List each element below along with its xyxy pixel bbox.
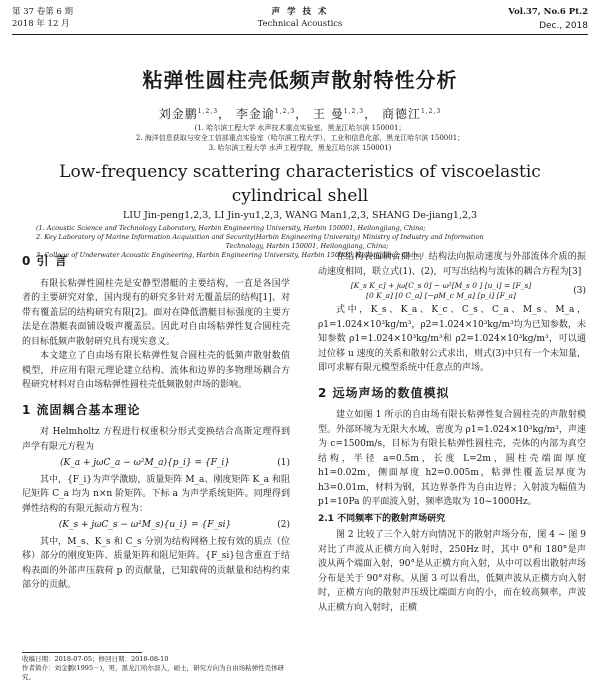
left-column (22, 250, 290, 593)
equation-body (318, 281, 564, 301)
date-cn: 2018 年 12 月 (12, 19, 70, 29)
received-date: 收稿日期：2018-07-05；修回日期：2018-08-10 (22, 655, 169, 663)
equation-number: (1) (277, 458, 290, 468)
title-en (0, 160, 600, 208)
author-cn: 李金谕 (235, 107, 275, 121)
footnote-rule (22, 652, 142, 653)
author-cn: 刘金鹏 (158, 107, 198, 121)
affiliation-cn: 3. 哈尔滨工程大学 水声工程学院，黑龙江哈尔滨 150001) (208, 144, 392, 152)
equation-number: (2) (277, 520, 290, 530)
header-rule (12, 34, 588, 35)
title-cn: 粘弹性圆柱壳低频声散射特性分析 (142, 68, 458, 92)
paragraph: 其中，M_s、K_s 和 C_s 分别为结构网格上按有效的质点（位移）部分的刚度矩阵、质量矩阵和阻尼矩阵。{F_si}包含重直于结构表面的外部声压载荷 p 的贡献量，已知载荷的贡献量和结构约束部分的贡献。 (22, 536, 290, 590)
affiliations-cn (0, 123, 600, 153)
affiliation-cn: 2. 海洋信息获取与安全工信部重点实验室（哈尔滨工程大学），工业和信息化部，黑龙江哈尔滨 150001； (135, 134, 465, 142)
footnote (22, 655, 290, 682)
section-0-title: 0 引 言 (22, 254, 68, 268)
author-cn: 王 曼 (313, 107, 344, 121)
authors-cn: 刘金鹏$^{1,2,3}$， 李金谕$^{1,2,3}$， 王 曼$^{1,2,3}$， 商德江$^{1,2,3}$ (158, 107, 442, 121)
affiliation-en: 2. Key Laboratory of Marine Information Acquisition and Security(Harbin Engineering University) Ministry of Industry and Information (36, 233, 484, 241)
equation-body: (K_s + jωC_s − ω²M_s){u_i} = {F_si} (58, 520, 232, 530)
title-en-line2: cylindrical shell (231, 186, 369, 206)
journal-en: Technical Acoustics (257, 19, 343, 29)
paragraph: 有限长粘弹性圆柱壳是安静型潜艇的主要结构，一直是各国学者的主要研究对象，国内现有的研究多针对无覆盖层的结构[1]、对带有覆盖层的结构研究有限[2]。面对在降低潜艇目标强度的主要方法是在潜艇表面铺设吸声覆盖层。因此对自由场粘弹性复合圆柱壳的目标低频声散射研究具有现实意义。 (22, 278, 290, 347)
affiliation-en: 3. College of Underwater Acoustic Engineering, Harbin Engineering University, Harbin 150001, Heilongjiang, China) (36, 251, 424, 259)
authors-en: LIU Jin-peng1,2,3, LI Jin-yu1,2,3, WANG Man1,2,3, SHANG De-jiang1,2,3 (122, 210, 478, 221)
running-header (0, 6, 600, 34)
author-info: 作者简介：刘金鹏(1995－)，男，黑龙江哈尔滨人，硕士，研究方向为自由场粘弹性壳体研究。 (22, 664, 285, 681)
section-1-title: 1 流固耦合基本理论 (22, 402, 141, 417)
paragraph: 建立如图 1 所示的自由场有限长粘弹性复合圆柱壳的声散射模型。外部环境为无限大水域，密度为 ρ1=1.024×10³kg/m³，声速为 c=1500m/s，目标为有限长粘弹性圆柱壳，壳体的内部为真空结构，半径 a=0.5m，长度 L=2m，圆柱壳端面厚度 h1=0.02m，侧面厚度 h2=0.005m，粘弹性覆盖层厚度为 h3=0.01m，材料为钢，其边界条件为自由边界；入射波为幅值为 p1=10Pa 的平面波入射，频率选取为 10~1000Hz。 (318, 410, 586, 507)
section-2-title: 2 远场声场的数值模拟 (318, 385, 450, 400)
paragraph: 式中，K_s、K_a、K_c、C_s、C_a、M_s、M_a，ρ1=1.024×10³kg/m³，ρ2=1.024×10³kg/m³均为已知参数，未知参数 ρ1=1.024×10³kg/m³和 ρ2=1.024×10³kg/m³，可以通过位移 u 速度的关系和散射公式求出，则式(3)中只有一个未知量，即可求解有限元模型系统中任意点的声场。 (318, 305, 586, 373)
equation-3 (318, 281, 586, 301)
paragraph: 对 Helmholtz 方程进行权重积分形式变换结合高斯定理得到声学有限元方程为 (22, 427, 290, 452)
header-right (508, 6, 588, 34)
matrix-row: [0 K_a] [0 C_a] [−ρM_c M_a] [p_i] [F_a] (366, 291, 516, 300)
subsection-2-1-title: 2.1 不同频率下的散射声场研究 (318, 513, 446, 524)
affiliation-en: Technology, Harbin 150001, Heilongjiang, China; (225, 242, 389, 250)
affiliation-en: (1. Acoustic Science and Technology Laboratory, Harbin Engineering University, Harbin 150001, Heilongjiang, China; (36, 224, 426, 232)
volume-cn: 第 37 卷第 6 期 (12, 7, 74, 17)
paragraph: 图 2 比较了三个入射方向情况下的散射声场分布，图 4 ~ 图 9 对比了声波从正横方向入射时，250Hz 时，其中 0°和 180°是声波从两个端面入射，90°是从正横方向入射，从中可以看出散射声场分布是关于 90°对称。从图 3 可以看出，低频声波从正横方向入射时，正横方向的散射声压级比端面方向的小，而在较高频率，声波从正横方向入射时，正横 (318, 530, 586, 613)
volume-en: Vol.37, No.6 Pt.2 (508, 7, 588, 17)
paragraph: 在结构表面耦合面上，结构法向振动速度与外部流体介质的振动速度相同，联立式(1)、(2)，可写出结构与流体的耦合方程为[3] (318, 252, 586, 277)
author-sup: 1,2,3 (343, 108, 365, 115)
matrix-row: [K_s K_c] + jω[C_s 0] − ω²[M_s 0 ] [u_i] = [F_s] (350, 281, 532, 290)
paragraph: 本文建立了自由场有限长粘弹性复合圆柱壳的低频声散射数值模型，并应用有限元理论建立结构、流体和边界的多物理场耦合方程研究材料对自由场粘弹性圆柱壳低频散射声场的影响。 (22, 351, 290, 390)
journal-cn: 声 学 技 术 (271, 7, 329, 17)
date-en: Dec., 2018 (539, 21, 588, 31)
equation-1 (22, 456, 290, 471)
equation-number: (3) (573, 285, 586, 296)
author-cn: 商德江 (381, 107, 421, 121)
right-column (318, 250, 586, 615)
title-en-line1: Low-frequency scattering characteristics of viscoelastic (59, 162, 541, 182)
author-sup: 1,2,3 (274, 108, 296, 115)
affiliation-cn: (1. 哈尔滨工程大学 水声技术重点实验室，黑龙江哈尔滨 150001； (194, 124, 406, 132)
equation-2 (22, 518, 290, 533)
author-sup: 1,2,3 (420, 108, 442, 115)
equation-body: (K_a + jωC_a − ω²M_a){p_i} = {F_i} (60, 458, 230, 468)
paragraph: 其中，{F_i}为声学激励，质量矩阵 M_a、刚度矩阵 K_a 和阻尼矩阵 C_a 均为 n×n 阶矩阵。下标 a 为声学系统矩阵。同理得到弹性结构的有限元振动方程为： (22, 474, 290, 514)
author-sup: 1,2,3 (197, 108, 219, 115)
